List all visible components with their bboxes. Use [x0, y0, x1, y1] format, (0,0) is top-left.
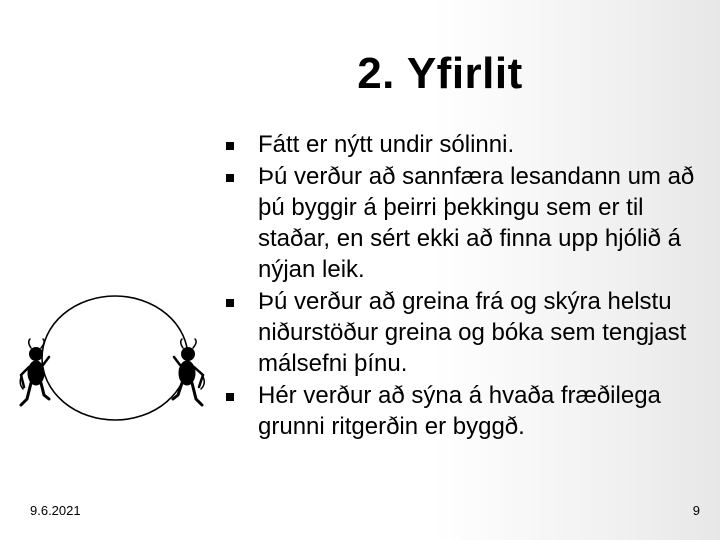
footer-date: 9.6.2021 — [30, 503, 81, 518]
square-bullet-icon — [226, 174, 234, 182]
bullet-text: Þú verður að sannfæra lesandann um að þú byggir á þeirri þekkingu sem er til staðar, en sért ekki að finna upp hjólið á nýjan leik. — [258, 163, 695, 283]
slide-title: 2. Yfirlit — [357, 49, 523, 98]
page-number: 9 — [692, 503, 700, 518]
bullet-text: Hér verður að sýna á hvaða fræðilega grunni ritgerðin er byggð. — [258, 382, 661, 440]
square-bullet-icon — [226, 142, 234, 150]
square-bullet-icon — [226, 393, 234, 401]
jump-rope-figures-icon — [15, 295, 215, 435]
list-item — [226, 380, 696, 442]
square-bullet-icon — [226, 299, 234, 307]
list-item — [226, 161, 696, 285]
bullet-text: Þú verður að greina frá og skýra helstu niðurstöður greina og bóka sem tengjast málsefni þínu. — [258, 288, 687, 377]
bullet-list — [226, 129, 696, 443]
bullet-text: Fátt er nýtt undir sólinni. — [258, 131, 515, 158]
list-item — [226, 286, 696, 379]
list-item — [226, 129, 696, 160]
